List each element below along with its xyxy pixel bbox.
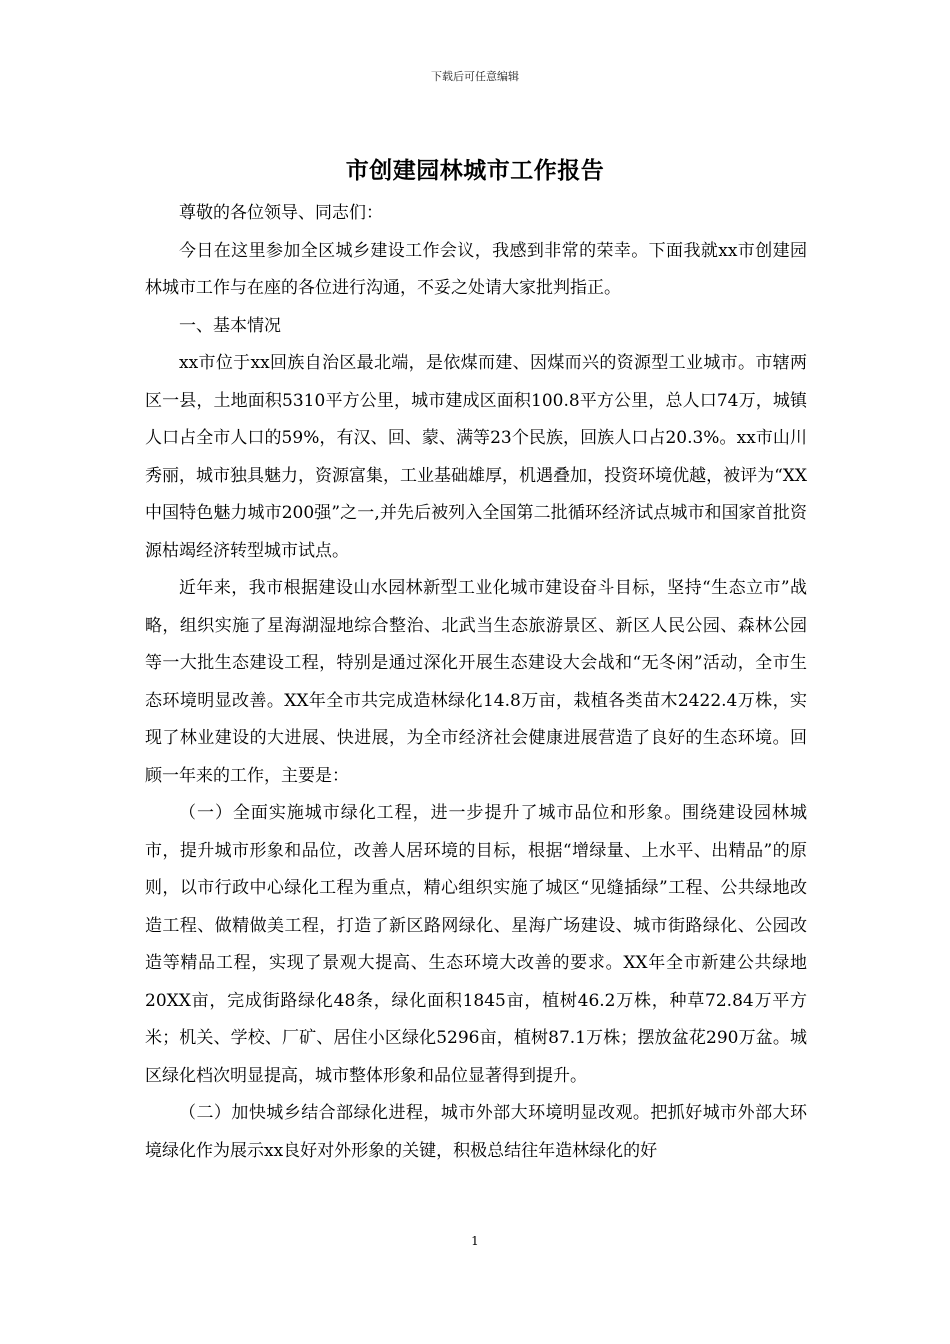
paragraph-item-1: （一）全面实施城市绿化工程，进一步提升了城市品位和形象。围绕建设园林城市，提升城市形象和品位，改善人居环境的目标，根据“增绿量、上水平、出精品”的原则，以市行政中心绿化工程为重点，精心组织实施了城区“见缝插绿”工程、公共绿地改造工程、做精做美工程，打造了新区路网绿化、星海广场建设、城市街路绿化、公园改造等精品工程，实现了景观大提高、生态环境大改善的要求。XX年全市新建公共绿地20XX亩，完成街路绿化48条，绿化面积1845亩，植树46.2万株，种草72.84万平方米；机关、学校、厂矿、居住小区绿化5296亩，植树87.1万株；摆放盆花290万盆。城区绿化档次明显提高，城市整体形象和品位显著得到提升。 [145, 803, 807, 1086]
document-body [145, 195, 807, 1170]
paragraph-recent-years: 近年来，我市根据建设山水园林新型工业化城市建设奋斗目标，坚持“生态立市”战略，组织实施了星海湖湿地综合整治、北武当生态旅游景区、新区人民公园、森林公园等一大批生态建设工程，特别是通过深化开展生态建设大会战和“无冬闲”活动，全市生态环境明显改善。XX年全市共完成造林绿化14.8万亩，栽植各类苗木2422.4万株，实现了林业建设的大进展、快进展，为全市经济社会健康进展营造了良好的生态环境。回顾一年来的工作，主要是： [145, 578, 807, 786]
section-heading-basic: 一、基本情况 [179, 315, 281, 336]
page-number: 1 [471, 1234, 479, 1248]
header-note: 下载后可任意编辑 [431, 70, 519, 83]
paragraph-item-2: （二）加快城乡结合部绿化进程，城市外部大环境明显改观。把抓好城市外部大环境绿化作为展示xx良好对外形象的关键，积极总结往年造林绿化的好 [145, 1103, 807, 1161]
salutation: 尊敬的各位领导、同志们： [179, 203, 383, 223]
document-title: 市创建园林城市工作报告 [345, 157, 605, 184]
paragraph-intro: 今日在这里参加全区城乡建设工作会议，我感到非常的荣幸。下面我就xx市创建园林城市工作与在座的各位进行沟通，不妥之处请大家批判指正。 [145, 240, 807, 298]
paragraph-city-overview: xx市位于xx回族自治区最北端，是依煤而建、因煤而兴的资源型工业城市。市辖两区一县，土地面积5310平方公里，城市建成区面积100.8平方公里，总人口74万，城镇人口占全市人口的59%，有汉、回、蒙、满等23个民族，回族人口占20.3%。xx市山川秀丽，城市独具魅力，资源富集，工业基础雄厚，机遇叠加，投资环境优越，被评为“XX中国特色魅力城市200强”之一,并先后被列入全国第二批循环经济试点城市和国家首批资源枯竭经济转型城市试点。 [145, 353, 807, 561]
